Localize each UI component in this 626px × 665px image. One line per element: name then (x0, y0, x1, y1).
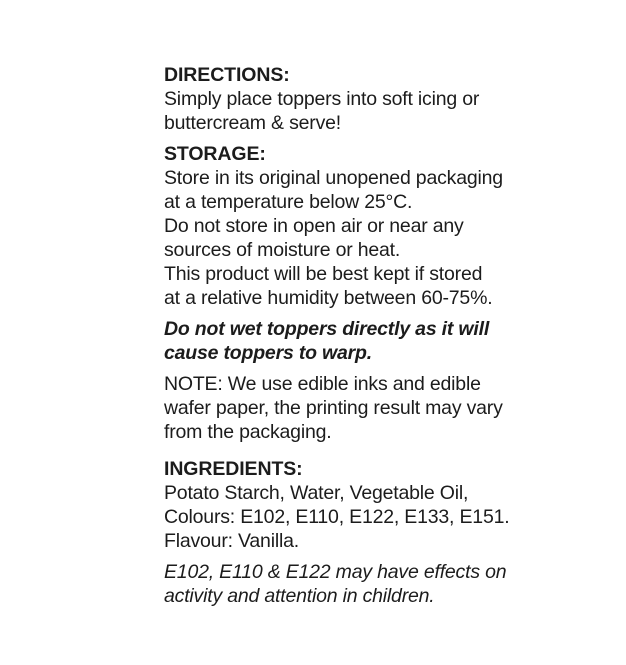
note-line: wafer paper, the printing result may vary (164, 397, 503, 419)
ingredients-line: Colours: E102, E110, E122, E133, E151. (164, 506, 510, 528)
storage-heading: STORAGE: (164, 143, 266, 165)
storage-section (164, 143, 614, 310)
warning-line: cause toppers to warp. (164, 342, 372, 364)
directions-heading: DIRECTIONS: (164, 64, 290, 86)
additive-warning-section (164, 560, 614, 608)
storage-line: This product will be best kept if stored (164, 263, 483, 285)
additive-warning-line: activity and attention in children. (164, 585, 435, 607)
warning-line: Do not wet toppers directly as it will (164, 318, 490, 340)
storage-line: Store in its original unopened packaging (164, 167, 503, 189)
directions-line: Simply place toppers into soft icing or (164, 88, 480, 110)
storage-line: at a relative humidity between 60-75%. (164, 287, 493, 309)
warning-section (164, 317, 614, 365)
additive-warning-line: E102, E110 & E122 may have effects on (164, 561, 507, 583)
ingredients-section (164, 458, 614, 553)
product-label-text (164, 64, 614, 608)
note-line: from the packaging. (164, 421, 332, 443)
directions-line: buttercream & serve! (164, 112, 341, 134)
directions-section (164, 64, 614, 135)
storage-line: Do not store in open air or near any (164, 215, 464, 237)
storage-line: sources of moisture or heat. (164, 239, 401, 261)
note-line: NOTE: We use edible inks and edible (164, 373, 481, 395)
ingredients-line: Potato Starch, Water, Vegetable Oil, (164, 482, 469, 504)
storage-line: at a temperature below 25°C. (164, 191, 413, 213)
note-section (164, 372, 614, 444)
ingredients-heading: INGREDIENTS: (164, 458, 303, 480)
ingredients-line: Flavour: Vanilla. (164, 530, 299, 552)
